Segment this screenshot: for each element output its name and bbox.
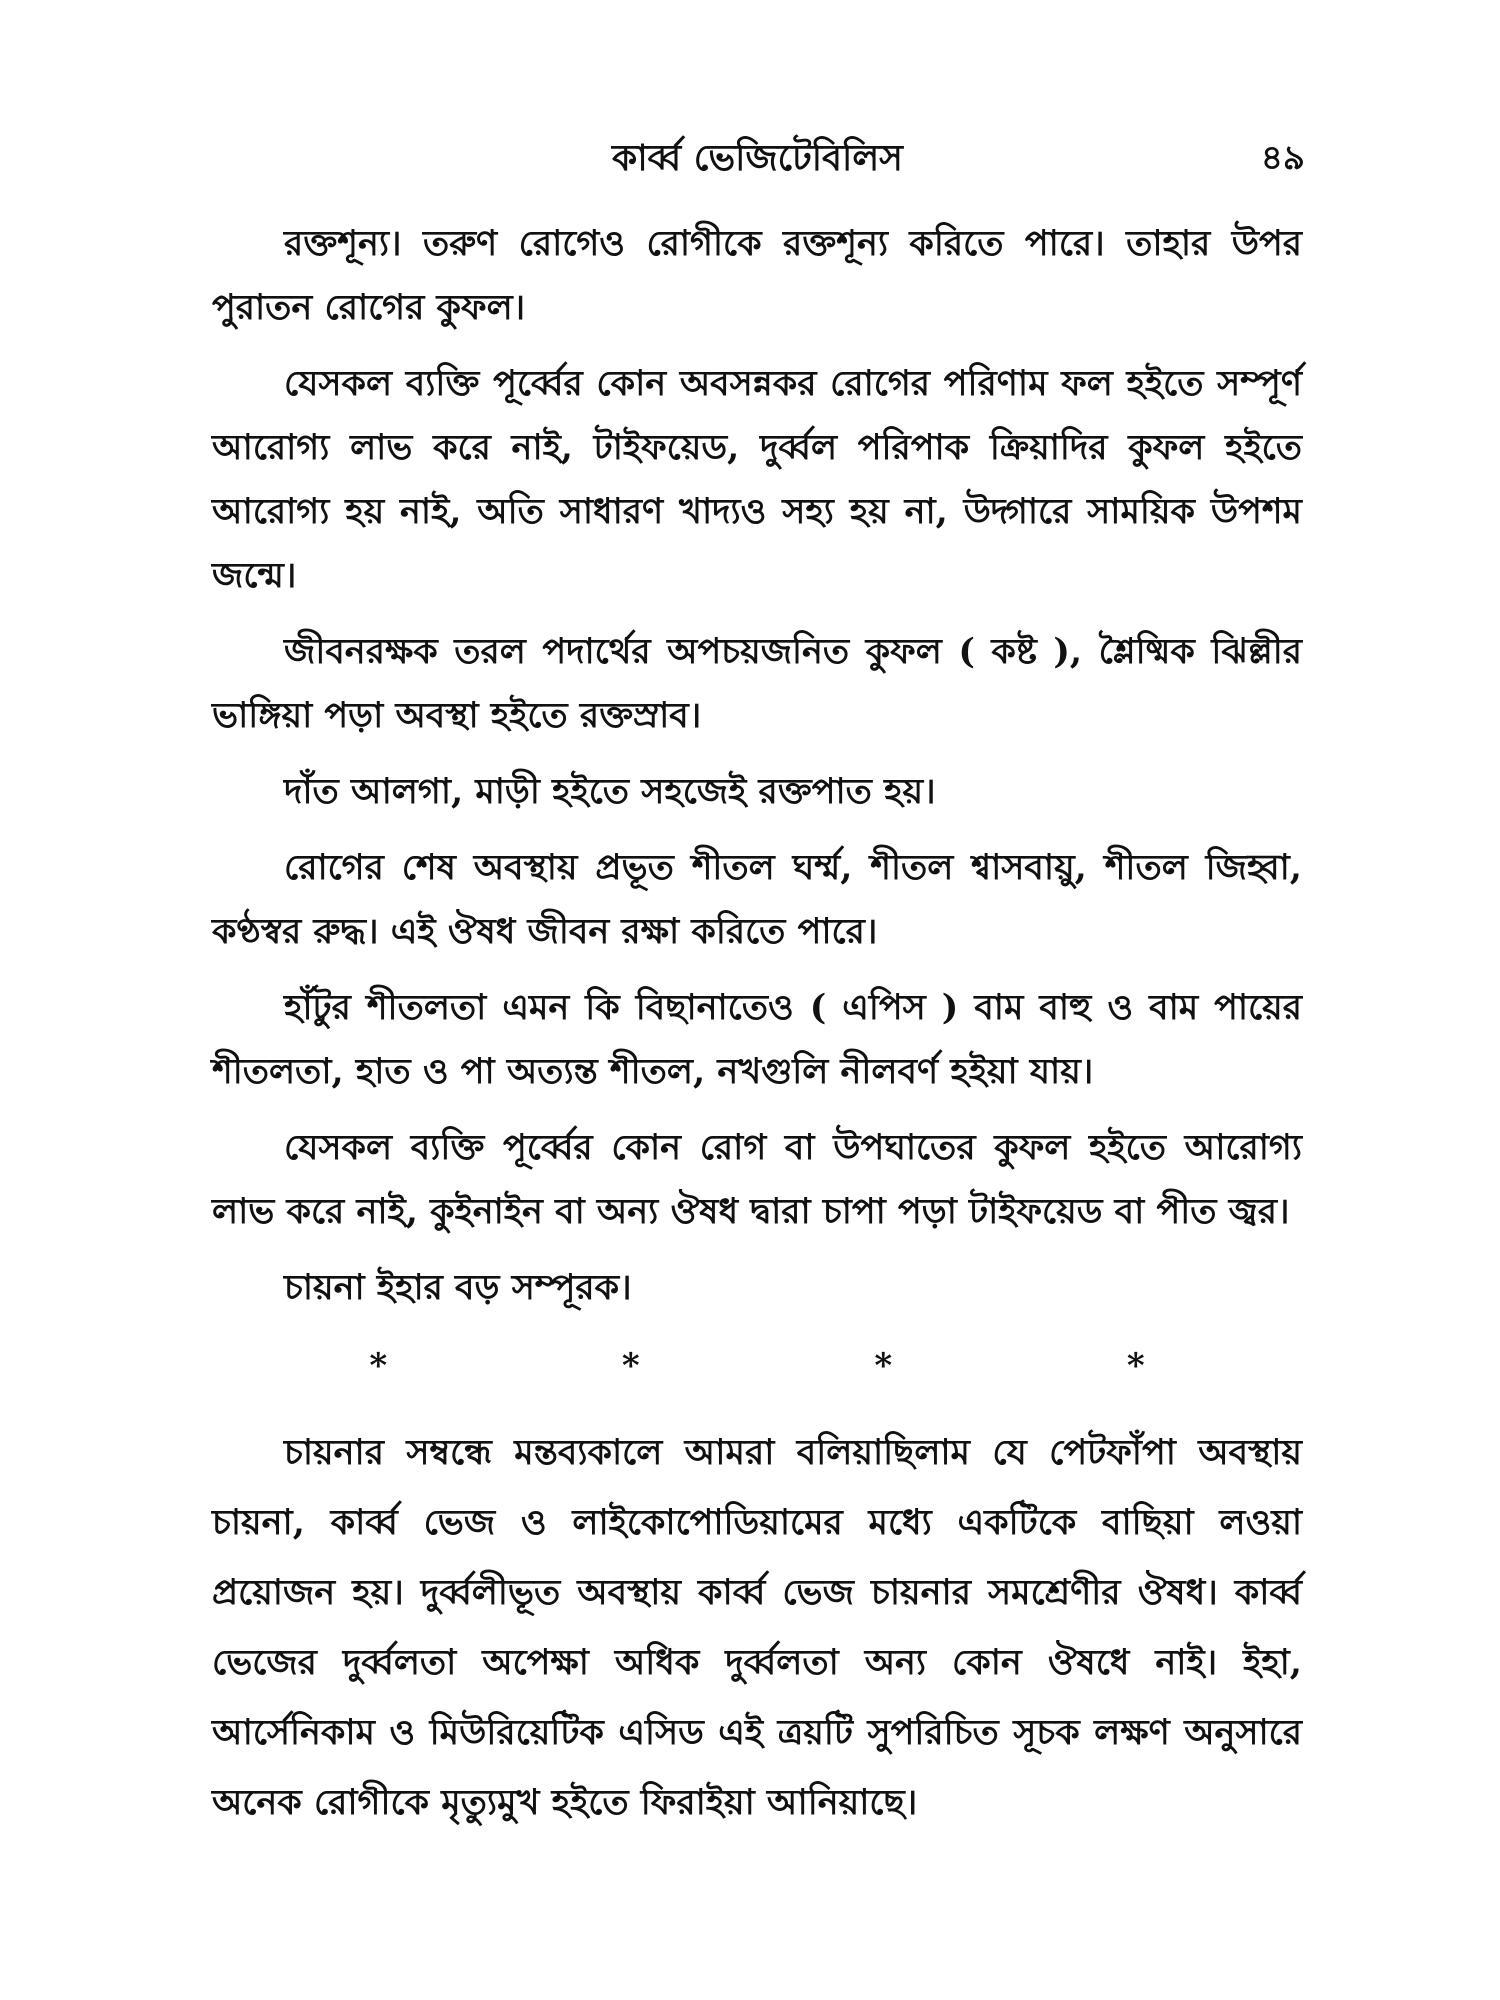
paragraph: দাঁত আলগা, মাড়ী হইতে সহজেই রক্তপাত হয়। [284,771,936,812]
running-head [210,128,1305,188]
paragraph: চায়না ইহার বড় সম্পূরক। [284,1267,632,1308]
running-title: কার্ব্ব ভেজিটেবিলিস [612,137,903,179]
asterisk: * [874,1346,893,1386]
paragraph: যেসকল ব্যক্তি পূর্ব্বের কোন অবসন্নকর রোগের পরিণাম ফল হইতে সম্পূর্ণ আরোগ্য লাভ করে নাই, টাইফয়েড, দুর্ব্বল পরিপাক ক্রিয়াদির কুফল হইতে আরোগ্য হয় নাই, অতি সাধারণ খাদ্যও সহ্য হয় না, উদ্গারে সাময়িক উপশম জন্মে। [212,363,1302,596]
paragraph: হাঁটুর শীতলতা এমন কি বিছানাতেও ( এপিস ) বাম বাহু ও বাম পায়ের শীতলতা, হাত ও পা অত্যন্ত শীতল, নখগুলি নীলবর্ণ হইয়া যায়। [212,987,1302,1092]
closing-paragraph: চায়নার সম্বন্ধে মন্তব্যকালে আমরা বলিয়াছিলাম যে পেটফাঁপা অবস্থায় চায়না, কার্ব্ব ভেজ ও লাইকোপোডিয়ামের মধ্যে একটিকে বাছিয়া লওয়া প্রয়োজন হয়। দুর্ব্বলীভূত অবস্থায় কার্ব্ব ভেজ চায়নার সমশ্রেণীর ঔষধ। কার্ব্ব ভেজের দুর্ব্বলতা অপেক্ষা অধিক দুর্ব্বলতা অন্য কোন ঔষধে নাই। ইহা, আর্সেনিকাম ও মিউরিয়েটিক এসিড এই ত্রয়টি সুপরিচিত সূচক লক্ষণ অনুসারে অনেক রোগীকে মৃত্যুমুখ হইতে ফিরাইয়া আনিয়াছে। [212,1432,1302,1823]
paragraph: রোগের শেষ অবস্থায় প্রভূত শীতল ঘর্ম্ম, শীতল শ্বাসবায়ু, শীতল জিহ্বা, কণ্ঠস্বর রুদ্ধ। এই ঔষধ জীবন রক্ষা করিতে পারে। [212,847,1302,952]
asterisk: * [1126,1346,1145,1386]
body-text [212,212,1302,1850]
page-number: ৪৯ [1260,138,1305,178]
asterisk: * [621,1346,640,1386]
section-separator [212,1346,1302,1386]
asterisk: * [369,1346,388,1386]
paragraph: জীবনরক্ষক তরল পদার্থের অপচয়জনিত কুফল ( কষ্ট ), শ্লৈষ্মিক ঝিল্লীর ভাঙ্গিয়া পড়া অবস্থা হইতে রক্তস্রাব। [212,631,1302,736]
paragraph: যেসকল ব্যক্তি পূর্ব্বের কোন রোগ বা উপঘাতের কুফল হইতে আরোগ্য লাভ করে নাই, কুইনাইন বা অন্য ঔষধ দ্বারা চাপা পড়া টাইফয়েড বা পীত জ্বর। [212,1127,1302,1232]
paragraph: রক্তশূন্য। তরুণ রোগেও রোগীকে রক্তশূন্য করিতে পারে। তাহার উপর পুরাতন রোগের কুফল। [212,223,1302,328]
